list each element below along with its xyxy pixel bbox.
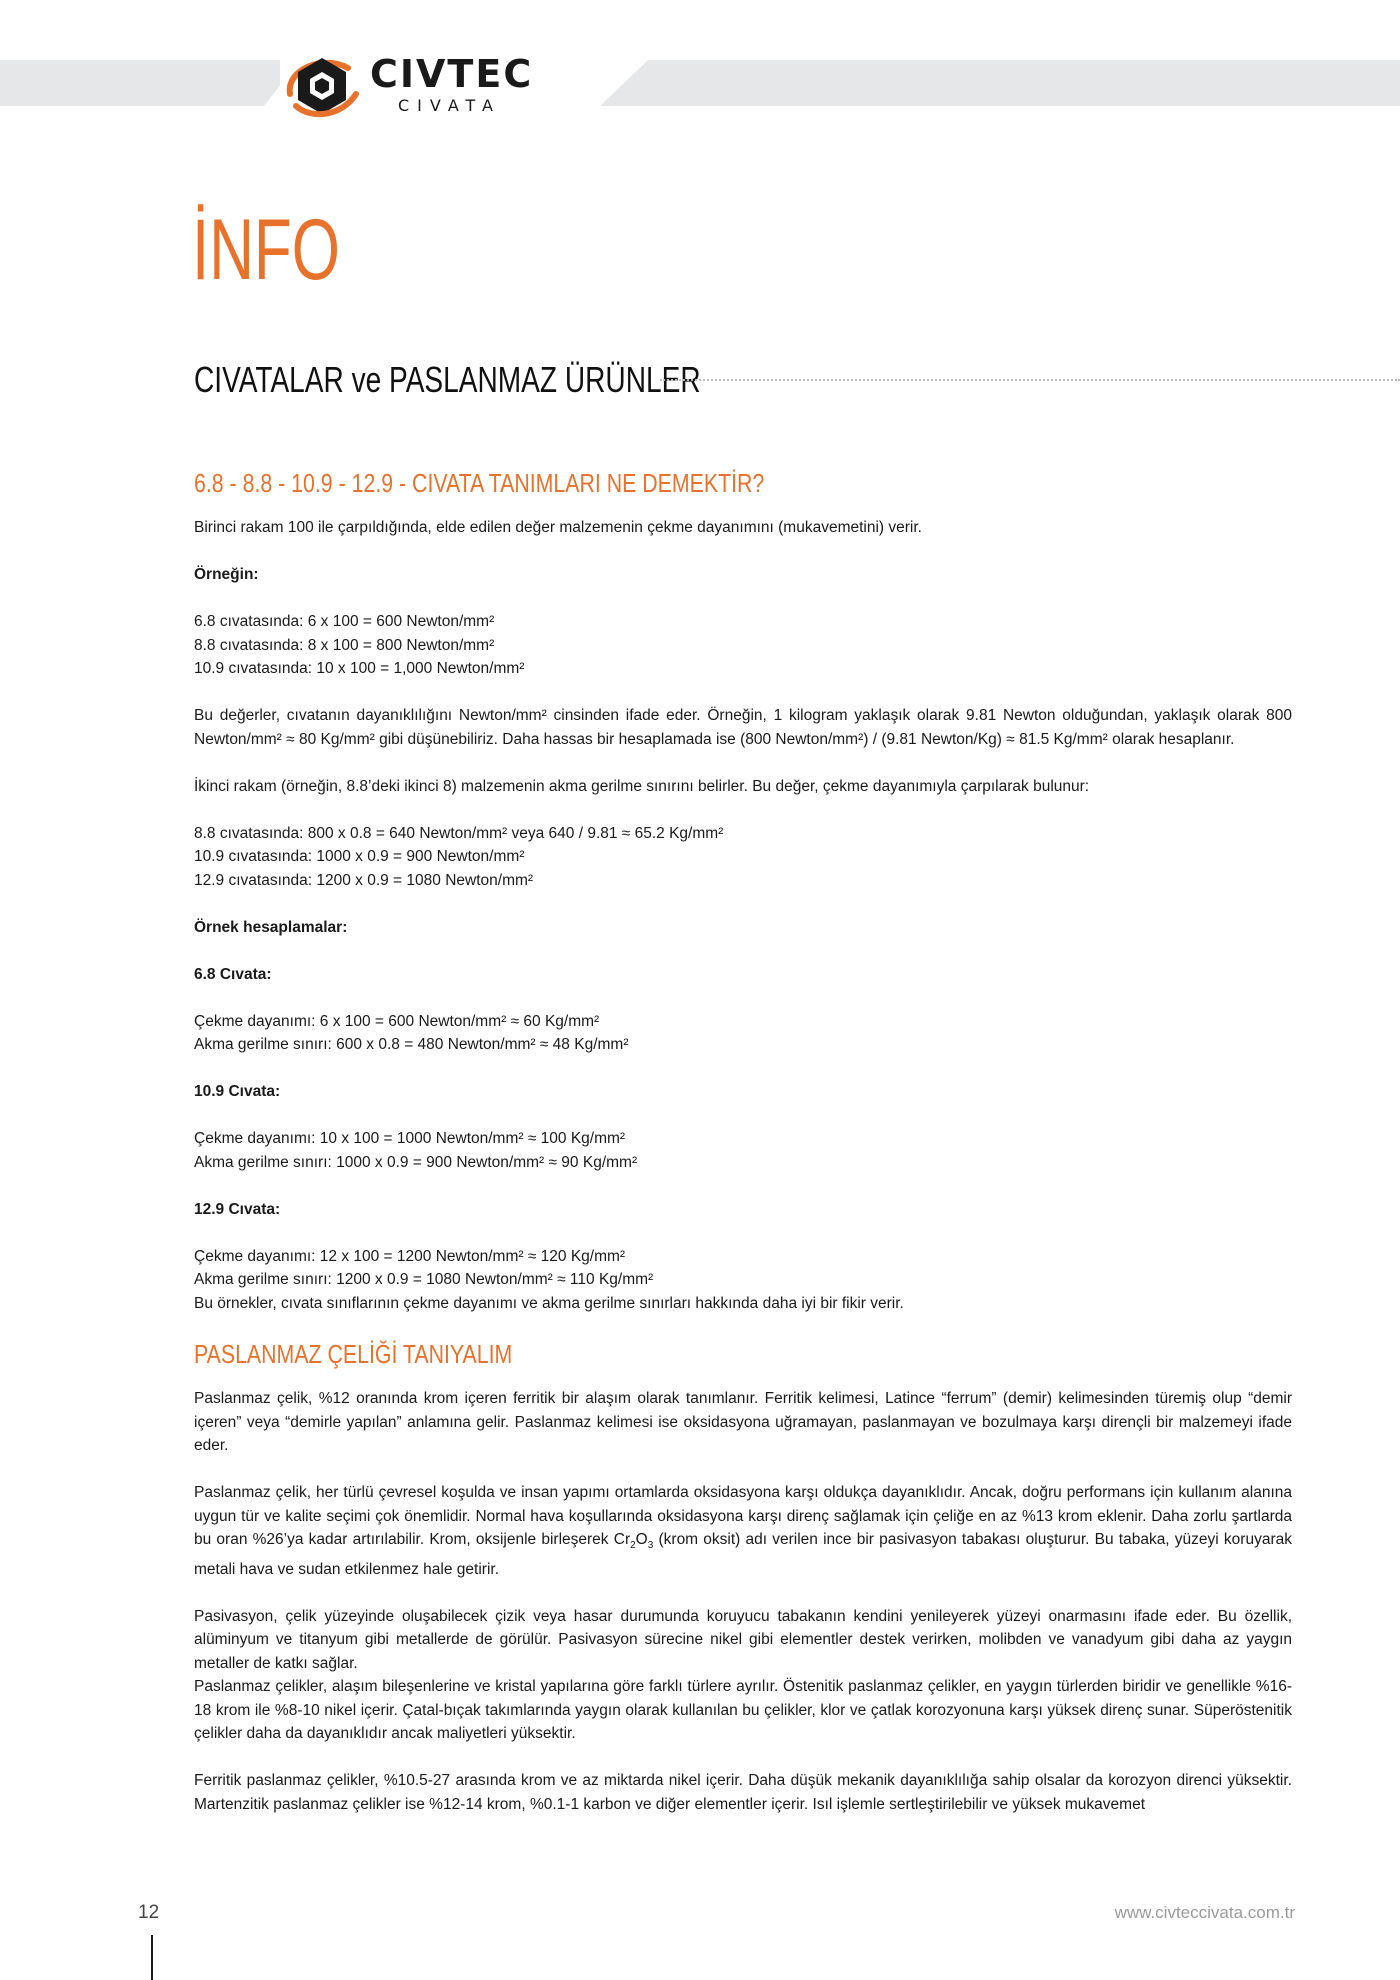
header-band-right [600,60,1400,106]
subheading: Örnek hesaplamalar: [194,918,348,936]
paragraph [194,1481,1292,1581]
paragraph: Paslanmaz çelikler, alaşım bileşenlerine ve kristal yapılarına göre farklı türlere ayrılır. Östenitik paslanmaz çelikler, en yaygın türlerden biridir ve genellikle %16-18 krom ile %8-10 nikel içerir. Çatal-bıçak takımlarında yaygın olarak kullanılan bu çelikler, klor ve çatlak korozyonuna karşı yüksek direnç sunar. Süperöstenitik çelikler daha da dayanıklıdır ancak maliyetleri yüksektir. [194,1678,1292,1743]
subscript: 3 [647,1540,654,1552]
list-item: 12.9 cıvatasında: 1200 x 0.9 = 1080 Newton/mm² [194,871,534,889]
content [194,466,1292,1816]
heading-paslanmaz: PASLANMAZ ÇELİĞİ TANIYALIM [194,1339,513,1369]
heading-civata-tanimlari: 6.8 - 8.8 - 10.9 - 12.9 - CIVATA TANIMLARI NE DEMEKTİR? [194,468,765,498]
brand-name: CIVTEC [370,52,534,96]
list-item: Akma gerilme sınırı: 1200 x 0.9 = 1080 Newton/mm² ≈ 110 Kg/mm² [194,1271,654,1288]
subheading: 12.9 Cıvata: [194,1200,281,1218]
subscript: 2 [630,1540,636,1552]
brand-logo [280,50,560,122]
brand-subtitle: CIVATA [398,96,501,115]
list-item: 6.8 cıvatasında: 6 x 100 = 600 Newton/mm² [194,613,495,630]
text-run: (krom oksit) adı verilen ince bir pasivasyon tabakası oluşturur. Bu tabaka, yüzeyi koruyarak metali hava ve sudan etkilenmez hale getirir. [194,1531,1292,1578]
website-url: www.civteccivata.com.tr [1114,1903,1295,1922]
footer-vertical-line [151,1935,153,1980]
subheading: Örneğin: [194,566,259,583]
paragraph: İkinci rakam (örneğin, 8.8’deki ikinci 8) malzemenin akma gerilme sınırını belirler. Bu değer, çekme dayanımıyla çarpılarak bulunur: [194,777,1090,795]
hex-bolt-logo-icon [282,50,362,122]
list-item: 8.8 cıvatasında: 8 x 100 = 800 Newton/mm² [194,636,495,654]
list-item: Çekme dayanımı: 12 x 100 = 1200 Newton/mm² ≈ 120 Kg/mm² [194,1247,626,1265]
text-run: Paslanmaz çelik, her türlü çevresel koşulda ve insan yapımı ortamlarda oksidasyona karşı oldukça dayanıklıdır. Ancak, doğru performans için kullanım alanına uygun tür ve kalite seçimi çok önemlidir. Normal hava koşullarında oksidasyona karşı direnç sağlamak için çeliğe en az %13 krom eklenir. Daha zorlu şartlarda bu oran %26’ya kadar artırılabilir. Krom, oksijenle birleşerek Cr [194,1484,1292,1548]
list-item: Çekme dayanımı: 6 x 100 = 600 Newton/mm² ≈ 60 Kg/mm² [194,1012,600,1030]
page-number: 12 [138,1902,160,1923]
list-item: Akma gerilme sınırı: 1000 x 0.9 = 900 Newton/mm² ≈ 90 Kg/mm² [194,1153,638,1171]
page-title: İNFO [192,202,340,298]
subheading: 6.8 Cıvata: [194,965,272,983]
section-title: CIVATALAR ve PASLANMAZ ÜRÜNLER [194,359,701,400]
dotted-divider [660,379,1400,381]
list-item: Çekme dayanımı: 10 x 100 = 1000 Newton/mm² ≈ 100 Kg/mm² [194,1130,626,1147]
list-item: 8.8 cıvatasında: 800 x 0.8 = 640 Newton/mm² veya 640 / 9.81 ≈ 65.2 Kg/mm² [194,824,724,842]
list-item: 10.9 cıvatasında: 10 x 100 = 1,000 Newton/mm² [194,660,525,677]
list-item: 10.9 cıvatasında: 1000 x 0.9 = 900 Newton/mm² [194,848,525,865]
paragraph: Bu değerler, cıvatanın dayanıklılığını Newton/mm² cinsinden ifade eder. Örneğin, 1 kilogram yaklaşık olarak 9.81 Newton olduğundan, yaklaşık olarak 800 Newton/mm² ≈ 80 Kg/mm² gibi düşünebiliriz. Daha hassas bir hesaplamada ise (800 Newton/mm²) / (9.81 Newton/Kg) ≈ 81.5 Kg/mm² olarak hesaplanır. [194,707,1292,748]
paragraph: Pasivasyon, çelik yüzeyinde oluşabilecek çizik veya hasar durumunda koruyucu tabakanın kendini yenileyerek yüzeyi onarmasını ifade eder. Bu özellik, alüminyum ve titanyum gibi metallerde de görülür. Pasivasyon sürecine nikel gibi elementler destek verirken, molibden ve vanadyum gibi daha az yaygın metaller de katkı sağlar. [194,1607,1292,1672]
paragraph: Paslanmaz çelik, %12 oranında krom içeren ferritik bir alaşım olarak tanımlanır. Ferritik kelimesi, Latince “ferrum” (demir) kelimesinden türemiş olup “demir içeren” veya “demirle yapılan” anlamına gelir. Paslanmaz kelimesi ise oksidasyona uğramayan, paslanmayan ve bozulmaya karşı dirençli bir malzemeyi ifade eder. [194,1390,1292,1454]
paragraph: Birinci rakam 100 ile çarpıldığında, elde edilen değer malzemenin çekme dayanımını (mukavemetini) verir. [194,519,922,536]
paragraph: Ferritik paslanmaz çelikler, %10.5-27 arasında krom ve az miktarda nikel içerir. Daha düşük mekanik dayanıklılığa sahip olsalar da korozyon direnci yüksektir. Martenzitik paslanmaz çelikler ise %12-14 krom, %0.1-1 karbon ve diğer elementler içerir. Isıl işlemle sertleştirilebilir ve yüksek mukavemet [194,1772,1292,1813]
paragraph: Bu örnekler, cıvata sınıflarının çekme dayanımı ve akma gerilme sınırları hakkında daha iyi bir fikir verir. [194,1294,904,1312]
text-run: O [635,1531,648,1548]
header-band-left [0,60,300,106]
list-item: Akma gerilme sınırı: 600 x 0.8 = 480 Newton/mm² ≈ 48 Kg/mm² [194,1036,629,1053]
subheading: 10.9 Cıvata: [194,1083,281,1100]
